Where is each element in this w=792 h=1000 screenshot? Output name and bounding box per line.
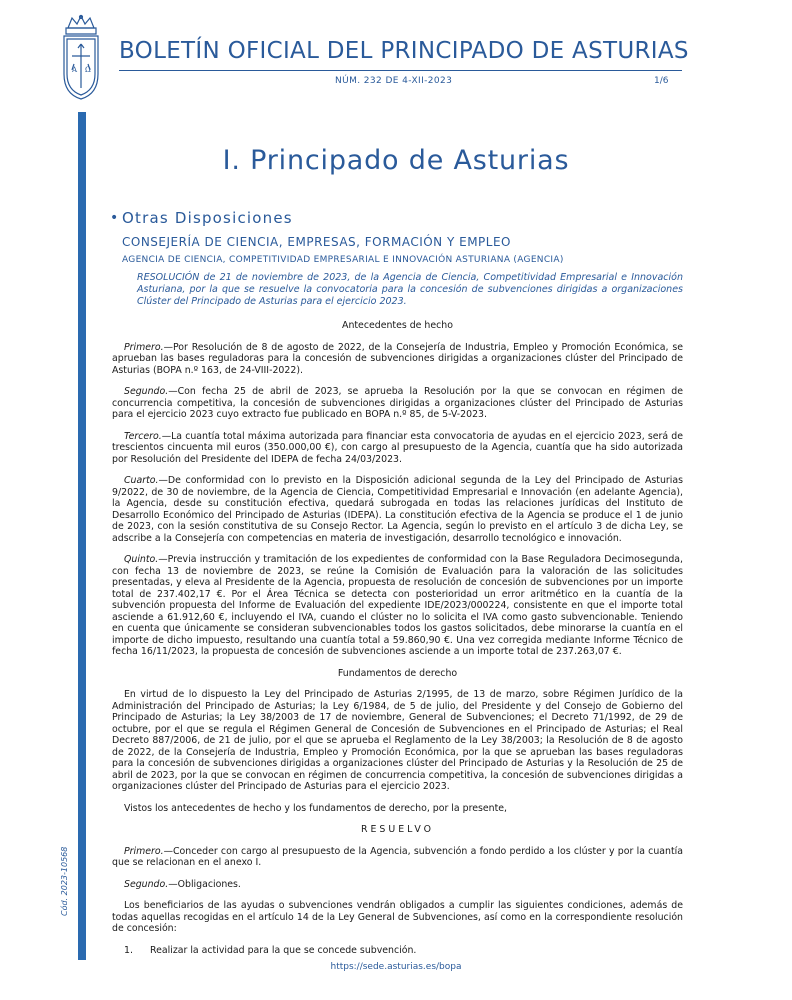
paragraph-primero: Primero.—Por Resolución de 8 de agosto de 2022, de la Consejería de Industria, Empleo y Promoción Económica, se aprueban las bases reguladoras para la concesión de subvenciones dirigidas a organizaciones clúster del Principado de Asturias (BOPA n.º 163, de 24-VIII-2022).: [112, 341, 683, 376]
asturias-coat-of-arms-logo: [58, 14, 104, 100]
header-divider: [119, 70, 682, 71]
paragraph-vistos: Vistos los antecedentes de hecho y los fundamentos de derecho, por la presente,: [124, 802, 508, 814]
bullet-icon: •: [110, 210, 119, 226]
list-item: 1. Realizar la actividad para la que se concede subvención.: [124, 944, 417, 956]
svg-text:A: A: [72, 66, 78, 74]
section-title: I. Principado de Asturias: [222, 145, 570, 176]
fundamentos-heading: Fundamentos de derecho: [337, 667, 458, 679]
resuelvo-heading: RESUELVO: [361, 824, 434, 835]
svg-text:Ω: Ω: [85, 66, 91, 74]
bulletin-title: BOLETÍN OFICIAL DEL PRINCIPADO DE ASTURIAS: [119, 38, 689, 64]
paragraph-cuarto: Cuarto.—De conformidad con lo previsto en la Disposición adicional segunda de la Ley del Principado de Asturias 9/2022, de 30 de noviembre, de la Agencia de Ciencia, Competitividad Empresarial e Innovación (en adelante Agencia), la Agencia, desde su constitución efectiva, quedará subrogada en todas las relaciones jurídicas del Instituto de Desarrollo Económico del Principado de Asturias (IDEPA). La constitución efectiva de la Agencia se produce el 1 de junio de 2023, con la sesión constitutiva de su Consejo Rector. La Agencia, según lo previsto en el artículo 3 de dicha Ley, se adscribe a la Consejería con competencias en materia de investigación, desarrollo tecnológico e innovación.: [112, 475, 683, 544]
footer-url-link[interactable]: https://sede.asturias.es/bopa: [330, 962, 462, 972]
document-code: Cód. 2023-10568: [60, 846, 69, 916]
resolve-primero: Primero.—Conceder con cargo al presupuesto de la Agencia, subvención a fondo perdido a los clúster y por la cuantía que se relacionan en el anexo I.: [112, 845, 683, 868]
agencia-heading: AGENCIA DE CIENCIA, COMPETITIVIDAD EMPRESARIAL E INNOVACIÓN ASTURIANA (AGENCIA): [122, 255, 564, 265]
paragraph-segundo: Segundo.—Con fecha 25 de abril de 2023, se aprueba la Resolución por la que se convocan en régimen de concurrencia competitiva, la concesión de subvenciones dirigidas a organizaciones clúster del Principado de Asturias para el ejercicio 2023 cuyo extracto fue publicado en BOPA n.º 85, de 5-V-2023.: [112, 386, 683, 420]
resolve-segundo: Segundo.—Obligaciones.: [124, 878, 241, 890]
consejeria-heading: CONSEJERÍA DE CIENCIA, EMPRESAS, FORMACIÓN Y EMPLEO: [122, 235, 511, 249]
page-number: 1/6: [654, 76, 669, 86]
paragraph-obligaciones: Los beneficiarios de las ayudas o subvenciones vendrán obligados a cumplir las siguientes condiciones, además de todas aquellas recogidas en el artículo 14 de la Ley General de Subvenciones, así como en la correspondiente resolución de concesión:: [112, 900, 683, 934]
antecedentes-heading: Antecedentes de hecho: [342, 320, 453, 331]
resolution-summary: RESOLUCIÓN de 21 de noviembre de 2023, de la Agencia de Ciencia, Competitividad Empresarial e Innovación Asturiana, por la que se resuelve la convocatoria para la concesión de subvenciones dirigidas a organizaciones Clúster del Principado de Asturias para el ejercicio 2023.: [137, 272, 683, 307]
left-margin-bar: [78, 112, 86, 960]
paragraph-quinto: Quinto.—Previa instrucción y tramitación de los expedientes de conformidad con la Base Reguladora Decimosegunda, con fecha 13 de noviembre de 2023, se reúne la Comisión de Evaluación para la valoración de las solicitudes presentadas, y eleva al Presidente de la Agencia, propuesta de resolución de concesión de subvenciones por un importe total de 237.402,17 €. Por el Área Técnica se detecta con posterioridad un error aritmético en la cuantía de la subvención propuesta del Informe de Evaluación del expediente IDE/2023/000224, consistente en que el importe total asciende a 61.912,60 €, incluyendo el IVA, cuando el clúster no lo solicita el IVA como gasto subvencionable. Teniendo en cuenta que únicamente se consideran subvencionables todos los gastos solicitados, debe minorarse la cuantía en el importe de dicho impuesto, resultando una cuantía total a 59.860,90 €. Una vez corregida mediante Informe Técnico de fecha 16/11/2023, la propuesta de concesión de subvenciones asciende a un importe total de 237.263,07 €.: [112, 554, 683, 657]
issue-number: NÚM. 232 DE 4-XII-2023: [335, 76, 453, 86]
document-body: [112, 320, 683, 966]
subsection-title: Otras Disposiciones: [122, 209, 293, 227]
paragraph-fundamentos: En virtud de lo dispuesto la Ley del Principado de Asturias 2/1995, de 13 de marzo, sobre Régimen Jurídico de la Administración del Principado de Asturias; la Ley 6/1984, de 5 de julio, del Presidente y del Consejo de Gobierno del Principado de Asturias; la Ley 38/2003 de 17 de noviembre, General de Subvenciones; el Decreto 71/1992, de 29 de octubre, por el que se regula el Régimen General de Concesión de Subvenciones en el Principado de Asturias; el Real Decreto 887/2006, de 21 de julio, por el que se aprueba el Reglamento de la Ley 38/2003; la Resolución de 8 de agosto de 2022, de la Consejería de Industria, Empleo y Promoción Económica, por la que se aprueban las bases reguladoras para la concesión de subvenciones dirigidas a organizaciones clúster del Principado de Asturias y la Resolución de 25 de abril de 2023, por la que se convocan en régimen de concurrencia competitiva, la concesión de subvenciones dirigidas a organizaciones clúster del Principado de Asturias para el ejercicio 2023.: [112, 689, 683, 792]
paragraph-tercero: Tercero.—La cuantía total máxima autorizada para financiar esta convocatoria de ayudas en el ejercicio 2023, será de trescientos cincuenta mil euros (350.000,00 €), con cargo al presupuesto de la Agencia, cuantía que ha sido autorizada por Resolución del Presidente del IDEPA de fecha 24/03/2023.: [112, 430, 683, 465]
